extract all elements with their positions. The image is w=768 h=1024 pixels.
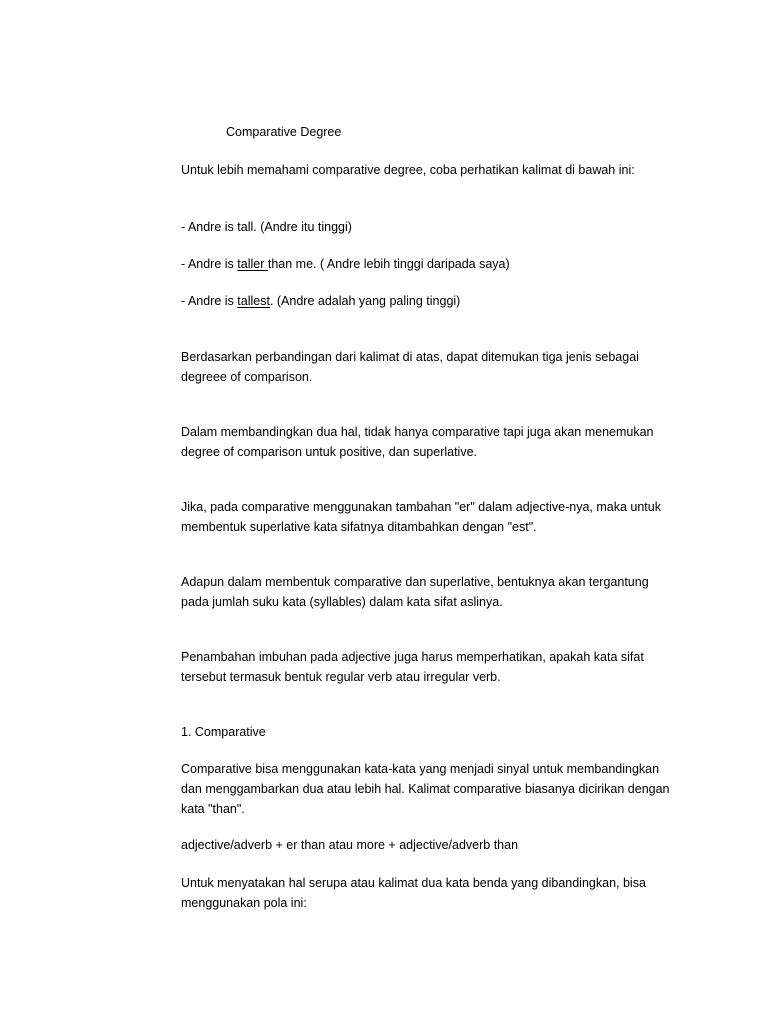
paragraph-2-line-1: Dalam membandingkan dua hal, tidak hanya comparative tapi juga akan menemukan <box>181 425 654 439</box>
document-title: Comparative Degree <box>226 125 342 139</box>
example-3-text-after: . (Andre adalah yang paling tinggi) <box>269 294 461 308</box>
example-3-text-before: - Andre is <box>181 294 238 308</box>
paragraph-4-line-2: pada jumlah suku kata (syllables) dalam kata sifat aslinya. <box>181 595 503 609</box>
example-3-underlined-word: tallest <box>237 294 270 308</box>
example-sentence-3 <box>181 291 460 311</box>
paragraph-5-line-1: Penambahan imbuhan pada adjective juga harus memperhatikan, apakah kata sifat <box>181 650 644 664</box>
section-paragraph-line-1: Comparative bisa menggunakan kata-kata yang menjadi sinyal untuk membandingkan <box>181 762 660 776</box>
paragraph-4 <box>181 572 721 612</box>
paragraph-1-line-2: degreee of comparison. <box>181 370 313 384</box>
example-2-underlined-word: taller <box>237 257 268 271</box>
example-sentence-1 <box>181 217 352 237</box>
example-2-text-before: - Andre is <box>181 257 238 271</box>
example-sentence-2 <box>181 254 510 274</box>
section-paragraph-line-3: kata "than". <box>181 802 245 816</box>
paragraph-2 <box>181 422 721 462</box>
example-2-text-after: than me. ( Andre lebih tinggi daripada saya) <box>267 257 510 271</box>
closing-paragraph-line-2: menggunakan pola ini: <box>181 896 307 910</box>
paragraph-4-line-1: Adapun dalam membentuk comparative dan superlative, bentuknya akan tergantung <box>181 575 649 589</box>
closing-paragraph-line-1: Untuk menyatakan hal serupa atau kalimat dua kata benda yang dibandingkan, bisa <box>181 876 646 890</box>
paragraph-2-line-2: degree of comparison untuk positive, dan superlative. <box>181 445 478 459</box>
paragraph-3-line-1: Jika, pada comparative menggunakan tambahan "er" dalam adjective-nya, maka untuk <box>181 500 661 514</box>
section-paragraph-line-2: dan menggambarkan dua atau lebih hal. Kalimat comparative biasanya dicirikan dengan <box>181 782 670 796</box>
paragraph-5 <box>181 647 721 687</box>
paragraph-5-line-2: tersebut termasuk bentuk regular verb atau irregular verb. <box>181 670 501 684</box>
paragraph-1 <box>181 347 721 387</box>
section-heading: 1. Comparative <box>181 725 266 739</box>
intro-text: Untuk lebih memahami comparative degree, coba perhatikan kalimat di bawah ini: <box>181 163 635 177</box>
example-1-text: - Andre is tall. (Andre itu tinggi) <box>181 220 352 234</box>
closing-paragraph <box>181 873 721 913</box>
section-paragraph <box>181 759 721 819</box>
paragraph-3-line-2: membentuk superlative kata sifatnya ditambahkan dengan "est". <box>181 520 537 534</box>
paragraph-1-line-1: Berdasarkan perbandingan dari kalimat di atas, dapat ditemukan tiga jenis sebagai <box>181 350 639 364</box>
paragraph-3 <box>181 497 721 537</box>
formula-text: adjective/adverb + er than atau more + adjective/adverb than <box>181 838 519 852</box>
